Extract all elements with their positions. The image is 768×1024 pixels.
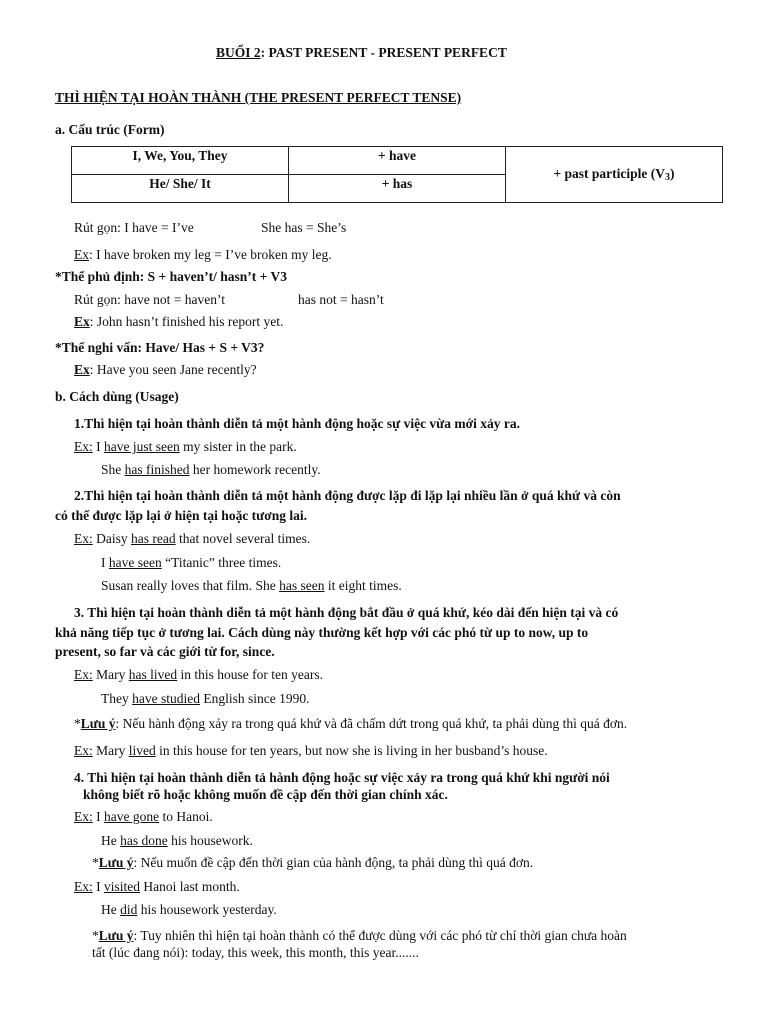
example-text: She <box>101 462 125 477</box>
example-text: I <box>92 439 104 454</box>
usage-2-example-2 <box>101 554 281 571</box>
usage-1-title: 1.Thì hiện tại hoàn thành diễn tả một hành động hoặc sự việc vừa mới xảy ra. <box>74 416 520 431</box>
asterisk: * <box>74 716 81 731</box>
verb-phrase: have just seen <box>104 439 180 454</box>
example-question <box>74 361 257 378</box>
past-participle-text: + past participle (V <box>553 166 666 181</box>
usage-4-title-line-2: không biết rõ hoặc không muốn đề cập đến thời gian chính xác. <box>83 787 448 802</box>
example-text: I <box>92 879 104 894</box>
example-text: They <box>101 691 133 706</box>
past-participle-close: ) <box>670 166 675 181</box>
verb-phrase: has read <box>131 531 176 546</box>
note-label: Lưu ý <box>98 855 134 870</box>
example-text: Mary <box>92 743 129 758</box>
usage-3-title-line-1: 3. Thì hiện tại hoàn thành diễn tả một hành động bắt đầu ở quá khứ, kéo dài đến hiện tại và có <box>74 605 619 620</box>
example-text: Hanoi last month. <box>140 879 240 894</box>
example-text: his housework. <box>167 833 253 848</box>
usage-2-example-3 <box>101 577 402 594</box>
example-text: He <box>101 833 121 848</box>
usage-2-title-line-2: có thể được lặp lại ở hiện tại hoặc tương lai. <box>55 508 308 523</box>
usage-4-note-2 <box>92 927 627 944</box>
example-affirmative <box>74 246 332 263</box>
example-text: my sister in the park. <box>179 439 297 454</box>
example-negative <box>74 313 283 330</box>
past-participle-cell <box>506 147 723 203</box>
verb-phrase: lived <box>128 743 156 758</box>
example-text: to Hanoi. <box>159 809 213 824</box>
note-label: Lưu ý <box>98 928 134 943</box>
ex-label: Ex: <box>74 809 93 824</box>
asterisk: * <box>92 855 99 870</box>
usage-4-note-1 <box>92 854 533 871</box>
note-text: : Tuy nhiên thì hiện tại hoàn thành có thể được dùng với các phó từ chỉ thời gian chưa hoàn <box>133 928 627 943</box>
example-text: her homework recently. <box>189 462 321 477</box>
ex-label: Ex: <box>74 439 93 454</box>
ex-label: Ex: <box>74 879 93 894</box>
usage-4-example-2 <box>101 832 253 849</box>
usage-3-title-line-3: present, so far và các giới từ for, since. <box>55 644 275 659</box>
example-text: I <box>92 809 104 824</box>
note-text: : Nếu muốn đề cập đến thời gian của hành động, ta phải dùng thì quá đơn. <box>133 855 534 870</box>
ex-label: Ex <box>74 314 90 329</box>
note-label: Lưu ý <box>80 716 116 731</box>
ex-label: Ex: <box>74 667 93 682</box>
usage-3-example-1 <box>74 666 323 683</box>
example-text: Susan really loves that film. She <box>101 578 280 593</box>
usage-3-note <box>74 715 627 732</box>
ex-label: Ex <box>74 247 89 262</box>
example-text: “Titanic” three times. <box>161 555 282 570</box>
form-table <box>71 146 723 203</box>
example-text: English since 1990. <box>199 691 310 706</box>
ex-label: Ex <box>74 362 90 377</box>
usage-1-example-1 <box>74 438 297 455</box>
example-text: : John hasn’t finished his report yet. <box>89 314 284 329</box>
example-text: it eight times. <box>324 578 402 593</box>
page-title <box>216 44 507 61</box>
subject-plural-cell: I, We, You, They <box>72 147 289 175</box>
example-text: I <box>101 555 109 570</box>
verb-phrase: visited <box>104 879 140 894</box>
section-heading: THÌ HIỆN TẠI HOÀN THÀNH (THE PRESENT PERFECT TENSE) <box>55 90 462 105</box>
example-text: his housework yesterday. <box>137 902 277 917</box>
usage-2-title-line-1: 2.Thì hiện tại hoàn thành diễn tả một hành động được lặp đi lặp lại nhiều lần ở quá khứ và còn <box>74 488 621 503</box>
usage-4-example-4 <box>101 901 277 918</box>
example-text: : Have you seen Jane recently? <box>89 362 257 377</box>
asterisk: * <box>92 928 99 943</box>
section-a-heading: a. Cấu trúc (Form) <box>55 122 165 137</box>
verb-phrase: has done <box>120 833 168 848</box>
note-text: : Nếu hành động xảy ra trong quá khứ và đã chấm dứt trong quá khứ, ta phải dùng thì quá đơn. <box>115 716 628 731</box>
usage-3-example-2 <box>101 690 309 707</box>
example-text: : I have broken my leg = I’ve broken my leg. <box>89 247 332 262</box>
usage-3-title-line-2: khả năng tiếp tục ở tương lai. Cách dùng này thường kết hợp với các phó từ up to now, up to <box>55 625 589 640</box>
has-cell: + has <box>289 175 506 203</box>
ex-label: Ex: <box>74 743 93 758</box>
have-cell: + have <box>289 147 506 175</box>
usage-2-example-1 <box>74 530 310 547</box>
usage-4-example-3 <box>74 878 240 895</box>
example-text: in this house for ten years. <box>177 667 323 682</box>
usage-1-example-2 <box>101 461 321 478</box>
verb-phrase: has seen <box>279 578 325 593</box>
verb-phrase: did <box>120 902 138 917</box>
subject-singular-cell: He/ She/ It <box>72 175 289 203</box>
contraction-have-not: Rút gọn: have not = haven’t <box>74 292 225 307</box>
usage-4-title-line-1: 4. Thì hiện tại hoàn thành diễn tả hành động hoặc sự việc xảy ra trong quá khứ khi người nói <box>74 770 610 785</box>
usage-3-example-3 <box>74 742 548 759</box>
verb-phrase: has finished <box>124 462 190 477</box>
verb-phrase: have seen <box>108 555 162 570</box>
example-text: that novel several times. <box>175 531 311 546</box>
negative-form: *Thể phủ định: S + haven’t/ hasn’t + V3 <box>55 269 287 284</box>
verb-phrase: have studied <box>132 691 200 706</box>
contraction-has-not: has not = hasn’t <box>298 292 384 307</box>
v3-subscript: 3 <box>665 172 671 183</box>
lesson-number: BUỔI 2 <box>216 45 261 60</box>
example-text: in this house for ten years, but now she is living in her busband’s house. <box>155 743 548 758</box>
verb-phrase: has lived <box>128 667 178 682</box>
verb-phrase: have gone <box>104 809 160 824</box>
section-b-heading: b. Cách dùng (Usage) <box>55 389 179 404</box>
question-form: *Thể nghi vấn: Have/ Has + S + V3? <box>55 340 265 355</box>
lesson-topic: : PAST PRESENT - PRESENT PERFECT <box>260 45 507 60</box>
usage-4-example-1 <box>74 808 213 825</box>
contraction-have: Rút gọn: I have = I’ve <box>74 220 194 235</box>
ex-label: Ex: <box>74 531 93 546</box>
example-text: Mary <box>92 667 129 682</box>
example-text: He <box>101 902 121 917</box>
contraction-has: She has = She’s <box>261 220 347 235</box>
example-text: Daisy <box>92 531 131 546</box>
usage-4-note-2-line-2: tất (lúc đang nói): today, this week, this month, this year....... <box>92 945 419 960</box>
